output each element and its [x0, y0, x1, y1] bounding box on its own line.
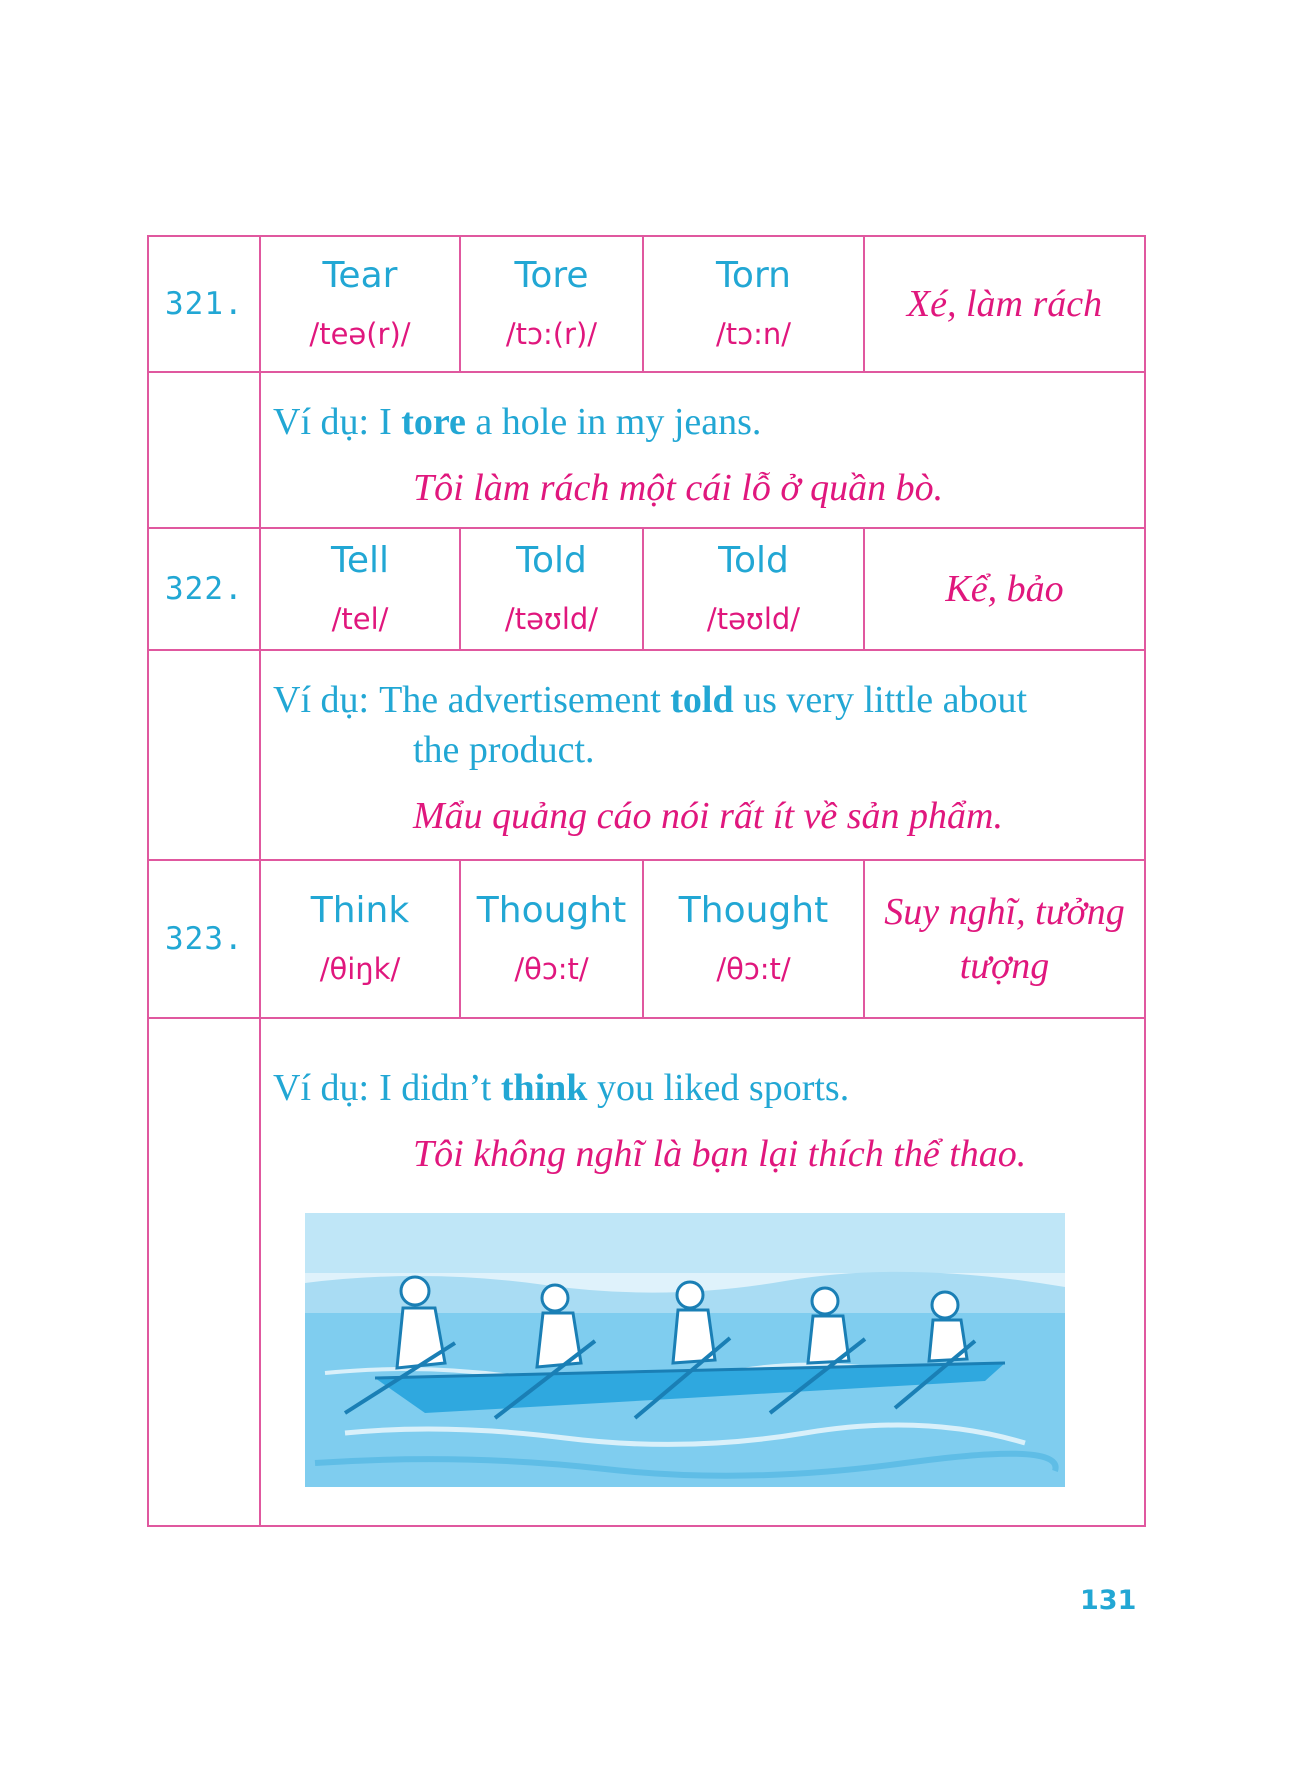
meaning: Suy nghĩ, tưởng tượng [864, 860, 1145, 1018]
example-text: us very little about [733, 679, 1028, 721]
verb-row [148, 236, 1145, 372]
example-cell [260, 372, 1145, 528]
participle-form-ipa: /θɔ:t/ [716, 952, 791, 986]
past-form-cell [460, 236, 643, 372]
empty-cell [148, 650, 260, 860]
entry-number: 321. [148, 236, 260, 372]
empty-cell [148, 372, 260, 528]
example-row [148, 650, 1145, 860]
example-translation: Tôi làm rách một cái lỗ ở quần bò. [413, 467, 944, 509]
example-row [148, 1018, 1145, 1526]
participle-form-ipa: /tɔ:n/ [716, 317, 791, 351]
example-keyword: think [500, 1067, 588, 1109]
example-label: Ví dụ: [273, 679, 370, 721]
example-cell [260, 650, 1145, 860]
base-form: Tell [330, 540, 390, 581]
past-form-ipa: /təʊld/ [504, 602, 599, 636]
empty-cell [148, 1018, 260, 1526]
verb-row [148, 528, 1145, 650]
example-row [148, 372, 1145, 528]
past-form: Told [516, 540, 587, 581]
participle-form-cell [643, 236, 864, 372]
example-sentence [273, 1063, 1132, 1113]
base-form: Tear [322, 255, 398, 296]
entry-number: 323. [148, 860, 260, 1018]
participle-form-cell [643, 860, 864, 1018]
example-translation: Mẩu quảng cáo nói rất ít về sản phẩm. [413, 795, 1004, 837]
base-form-cell [260, 860, 460, 1018]
example-keyword: told [670, 679, 734, 721]
example-text: I [379, 401, 402, 443]
irregular-verbs-table [147, 235, 1146, 1527]
example-text: I didn’t [379, 1067, 501, 1109]
page-number: 131 [1080, 1585, 1137, 1616]
rowing-illustration [305, 1213, 1065, 1487]
past-form-ipa: /tɔ:(r)/ [505, 317, 598, 351]
base-form: Think [310, 890, 410, 931]
example-text: a hole in my jeans. [465, 401, 762, 443]
example-text: The advertisement [379, 679, 671, 721]
base-form-cell [260, 236, 460, 372]
past-form-ipa: /θɔ:t/ [514, 952, 589, 986]
example-text: you liked sports. [587, 1067, 850, 1109]
past-form-cell [460, 860, 643, 1018]
past-form-cell [460, 528, 643, 650]
example-label: Ví dụ: [273, 1067, 370, 1109]
past-form: Tore [514, 255, 589, 296]
participle-form-ipa: /təʊld/ [706, 602, 801, 636]
example-translation: Tôi không nghĩ là bạn lại thích thể thao. [413, 1133, 1027, 1175]
entry-number: 322. [148, 528, 260, 650]
verb-row [148, 860, 1145, 1018]
participle-form: Told [718, 540, 789, 581]
example-keyword: tore [401, 401, 466, 443]
participle-form-cell [643, 528, 864, 650]
example-sentence [273, 675, 1132, 775]
example-continuation: the product. [413, 729, 595, 771]
example-sentence [273, 397, 1132, 447]
past-form: Thought [476, 890, 627, 931]
meaning: Xé, làm rách [864, 236, 1145, 372]
example-cell [260, 1018, 1145, 1526]
meaning: Kể, bảo [864, 528, 1145, 650]
base-form-ipa: /tel/ [331, 602, 389, 636]
base-form-cell [260, 528, 460, 650]
rowing-crew-image [305, 1213, 1065, 1487]
participle-form: Thought [678, 890, 829, 931]
base-form-ipa: /teə(r)/ [309, 317, 411, 351]
example-label: Ví dụ: [273, 401, 370, 443]
base-form-ipa: /θiŋk/ [319, 952, 401, 986]
participle-form: Torn [716, 255, 791, 296]
